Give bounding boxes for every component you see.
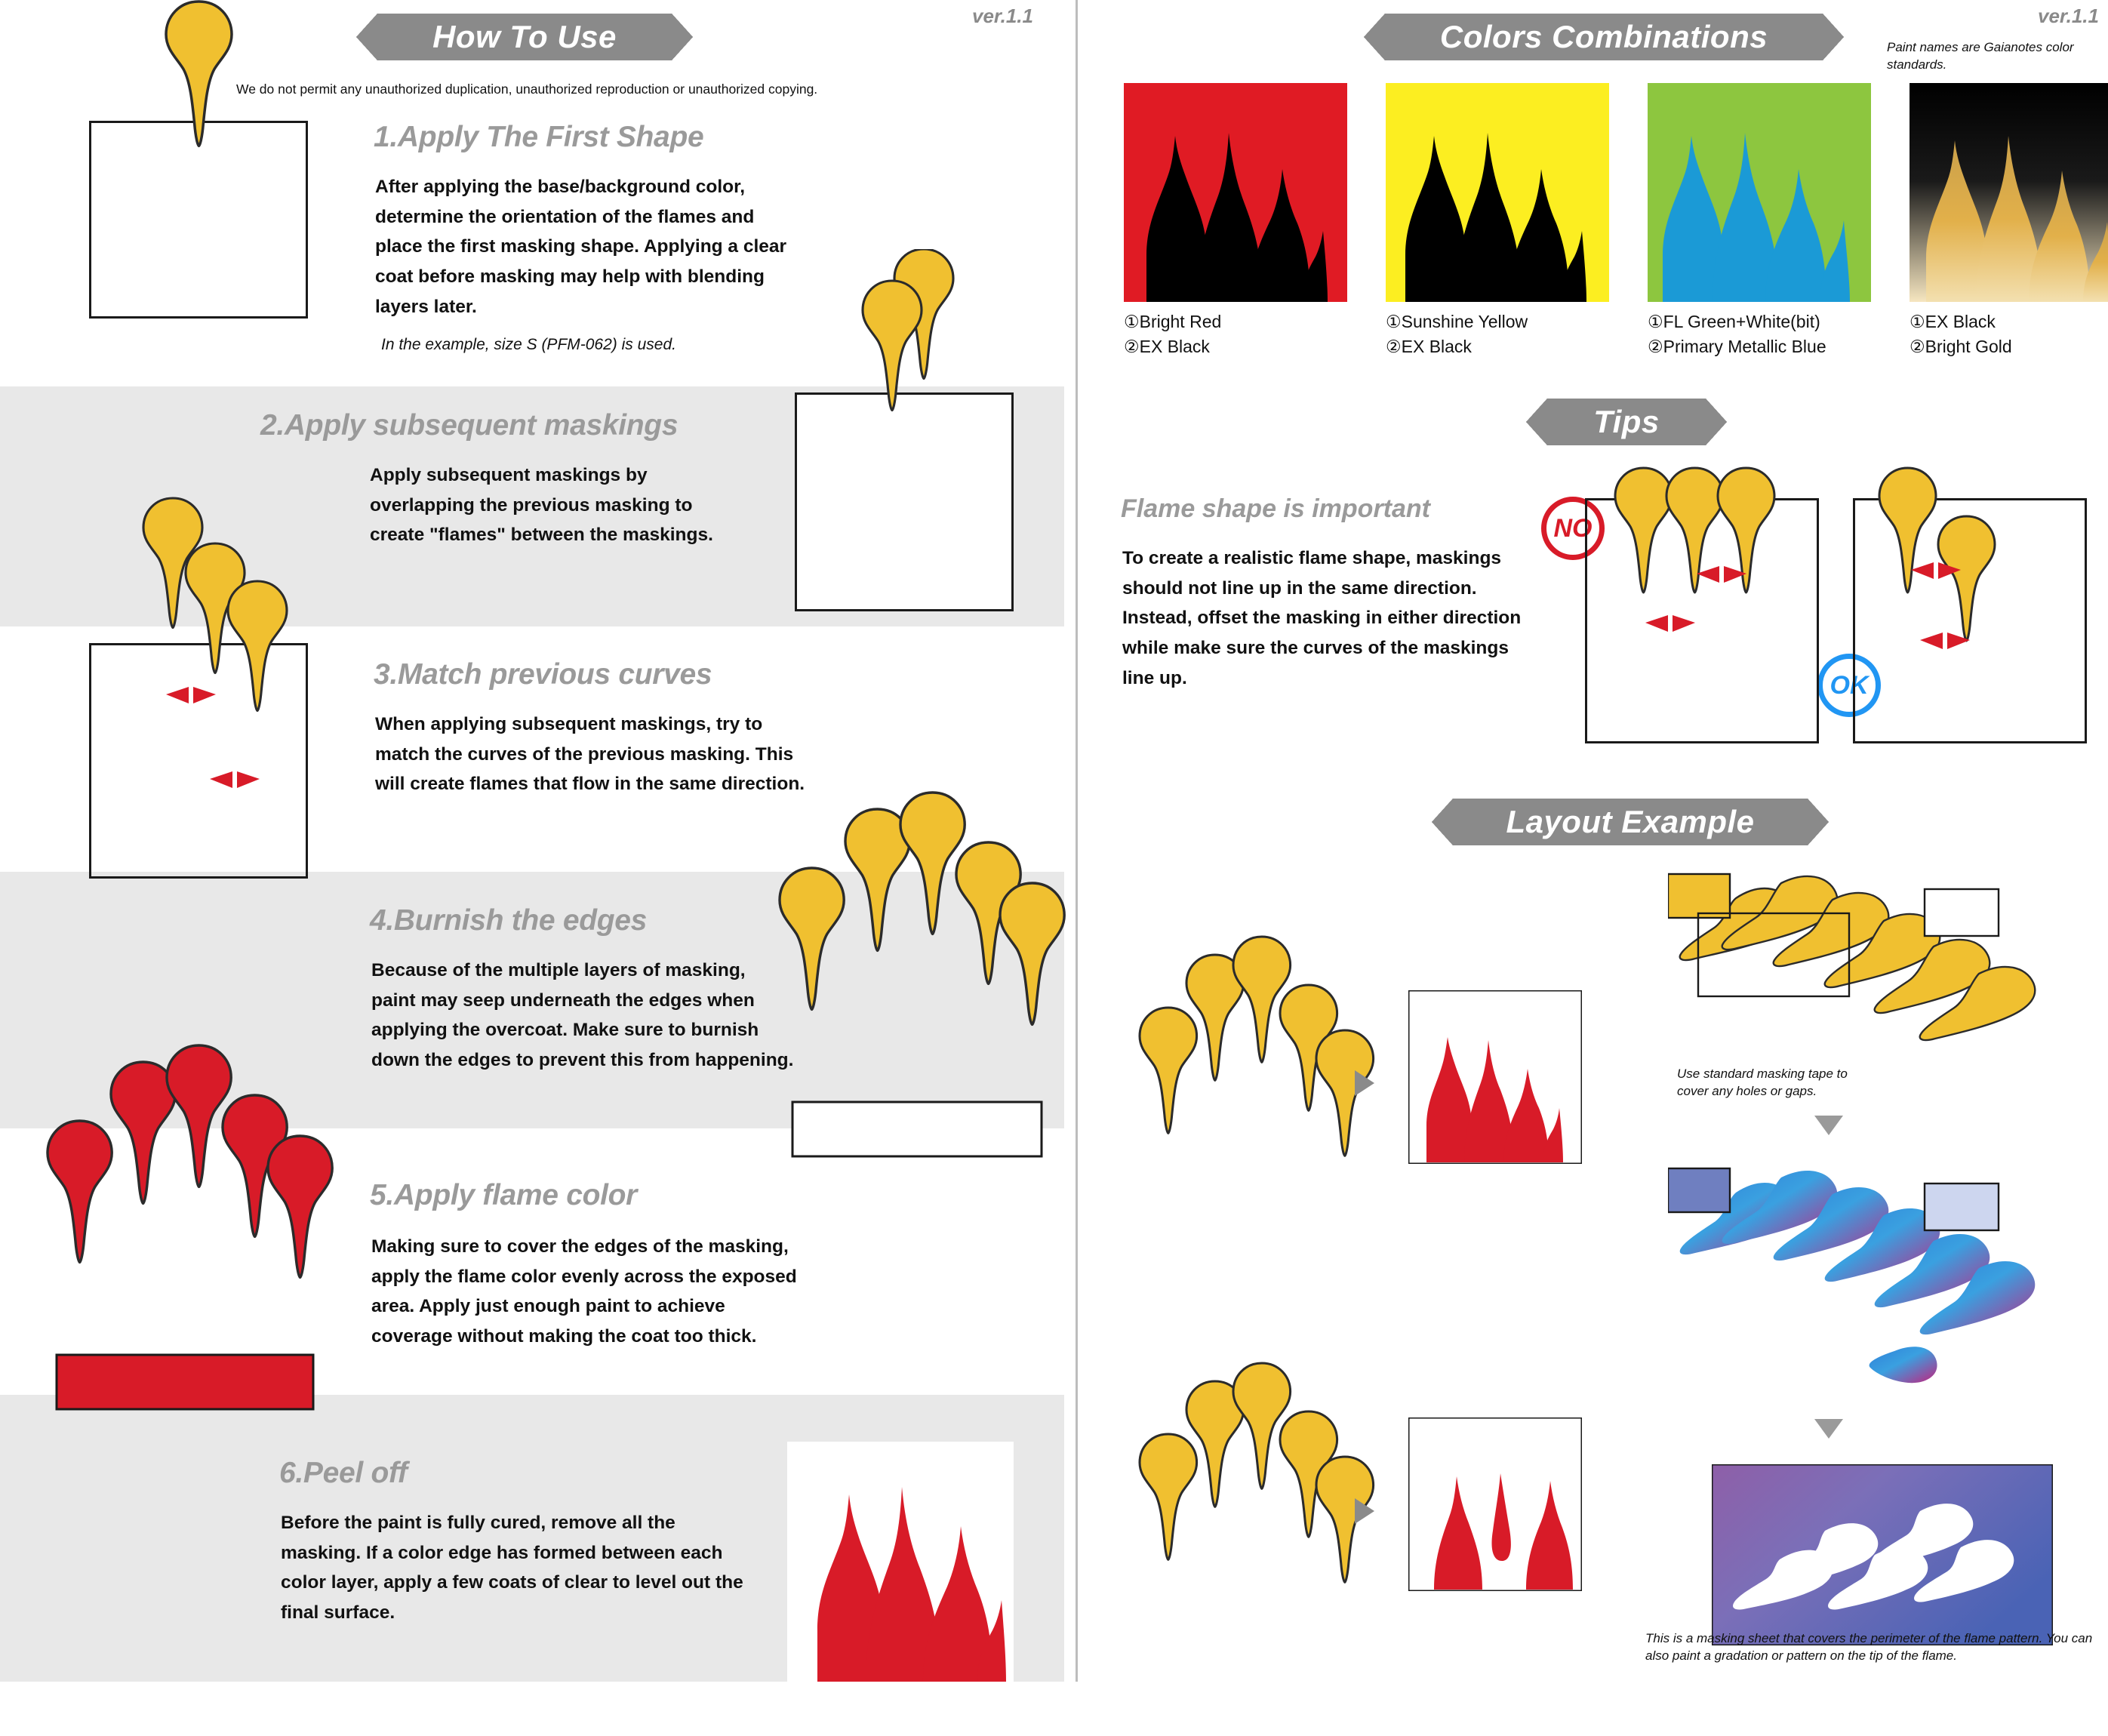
- step6-result-graphic: [787, 1442, 1014, 1682]
- tips-subtitle: Flame shape is important: [1121, 494, 1430, 523]
- step2-body: Apply subsequent maskings by overlapping the previous masking to create "flames" between the maskings.: [370, 465, 713, 546]
- step4-title: 4.Burnish the edges: [370, 904, 648, 937]
- step5-flame-graphic: [42, 1023, 359, 1415]
- step5-title: 5.Apply flame color: [370, 1179, 638, 1211]
- heading-colors-combinations: [1385, 14, 1823, 60]
- step3-match-markers: [166, 687, 317, 838]
- swatch-4: [1910, 83, 2108, 302]
- heading-how-to-use-label: How To Use: [432, 19, 617, 54]
- tips-body: To create a realistic flame shape, maskings should not line up in the same direction. Instead, offset the masking in either direction while make sure the curves of the maskings line up.: [1122, 548, 1522, 688]
- swatch-2: [1386, 83, 1609, 302]
- heading-tips: [1547, 399, 1706, 445]
- swatch-2-label: ①Sunshine Yellow ②EX Black: [1386, 312, 1528, 357]
- swatch-4-label: ①EX Black ②Bright Gold: [1910, 312, 2012, 357]
- step5-body: Making sure to cover the edges of the masking, apply the flame color evenly across the exposed area. Apply just enough paint to achieve coverage without making the coat too thick.: [371, 1236, 797, 1347]
- version-left: ver.1.1: [972, 5, 1033, 27]
- heading-layout-label: Layout Example: [1506, 804, 1755, 839]
- step2-flame-graphic: [849, 249, 1023, 528]
- heading-tips-label: Tips: [1593, 404, 1660, 439]
- heading-layout-example: [1453, 799, 1808, 845]
- layout-row2-arrow: [1355, 1498, 1374, 1524]
- layout-row1-result: [1408, 990, 1582, 1164]
- swatch-3: [1648, 83, 1871, 302]
- disclaimer: We do not permit any unauthorized duplication, unauthorized reproduction or unauthorized copying.: [236, 82, 818, 97]
- tips-ok-flames: [1872, 453, 2108, 800]
- layout-row1-arrow: [1355, 1070, 1374, 1096]
- badge-ok: OK: [1817, 654, 1881, 717]
- step1-body: After applying the base/background color, determine the orientation of the flames and place the first masking shape. Applying a clear coat before masking may help with blending layers later.: [375, 177, 787, 317]
- layout-gradation-step2: [1668, 1162, 2091, 1411]
- layout-row2-result: [1408, 1417, 1582, 1591]
- layout-tape-note: Use standard masking tape to cover any holes or gaps.: [1677, 1067, 1848, 1098]
- swatch-1-label: ①Bright Red ②EX Black: [1124, 312, 1222, 357]
- step3-body: When applying subsequent maskings, try to match the curves of the previous masking. This will create flames that flow in the same direction.: [375, 714, 805, 795]
- step1-note: In the example, size S (PFM-062) is used.: [381, 336, 676, 353]
- swatch-1: [1124, 83, 1347, 302]
- layout-row1-masking: [1132, 902, 1381, 1325]
- step4-body: Because of the multiple layers of masking, paint may seep underneath the edges when applying the overcoat. Make sure to burnish down the edges to prevent this from happening.: [371, 960, 794, 1071]
- layout-tape-step1: [1668, 868, 2091, 1072]
- layout-arrow-down-2: [1814, 1419, 1843, 1439]
- layout-row2-masking: [1132, 1328, 1381, 1736]
- step4-flame-graphic: [766, 770, 1083, 1162]
- step3-title: 3.Match previous curves: [374, 658, 712, 691]
- swatch-3-label: ①FL Green+White(bit) ②Primary Metallic Blue: [1648, 312, 1826, 357]
- step1-flame-graphic: [147, 0, 253, 249]
- colors-note: Paint names are Gaianotes color standards.: [1887, 40, 2074, 72]
- step2-title: 2.Apply subsequent maskings: [260, 409, 679, 442]
- heading-how-to-use: [377, 14, 672, 60]
- badge-no: NO: [1541, 497, 1605, 560]
- version-right: ver.1.1: [2038, 5, 2099, 27]
- layout-footer-note: This is a masking sheet that covers the perimeter of the flame pattern. You can also paint a gradation or pattern on the tip of the flame.: [1645, 1631, 2093, 1663]
- tips-no-flames: [1608, 453, 1834, 770]
- heading-colors-label: Colors Combinations: [1439, 19, 1768, 54]
- step1-title: 1.Apply The First Shape: [374, 121, 704, 153]
- step6-body: Before the paint is fully cured, remove all the masking. If a color edge has formed between each color layer, apply a few coats of clear to level out the final surface.: [281, 1513, 743, 1624]
- layout-final-result: [1712, 1464, 2053, 1645]
- step6-title: 6.Peel off: [279, 1457, 408, 1489]
- layout-arrow-down-1: [1814, 1116, 1843, 1135]
